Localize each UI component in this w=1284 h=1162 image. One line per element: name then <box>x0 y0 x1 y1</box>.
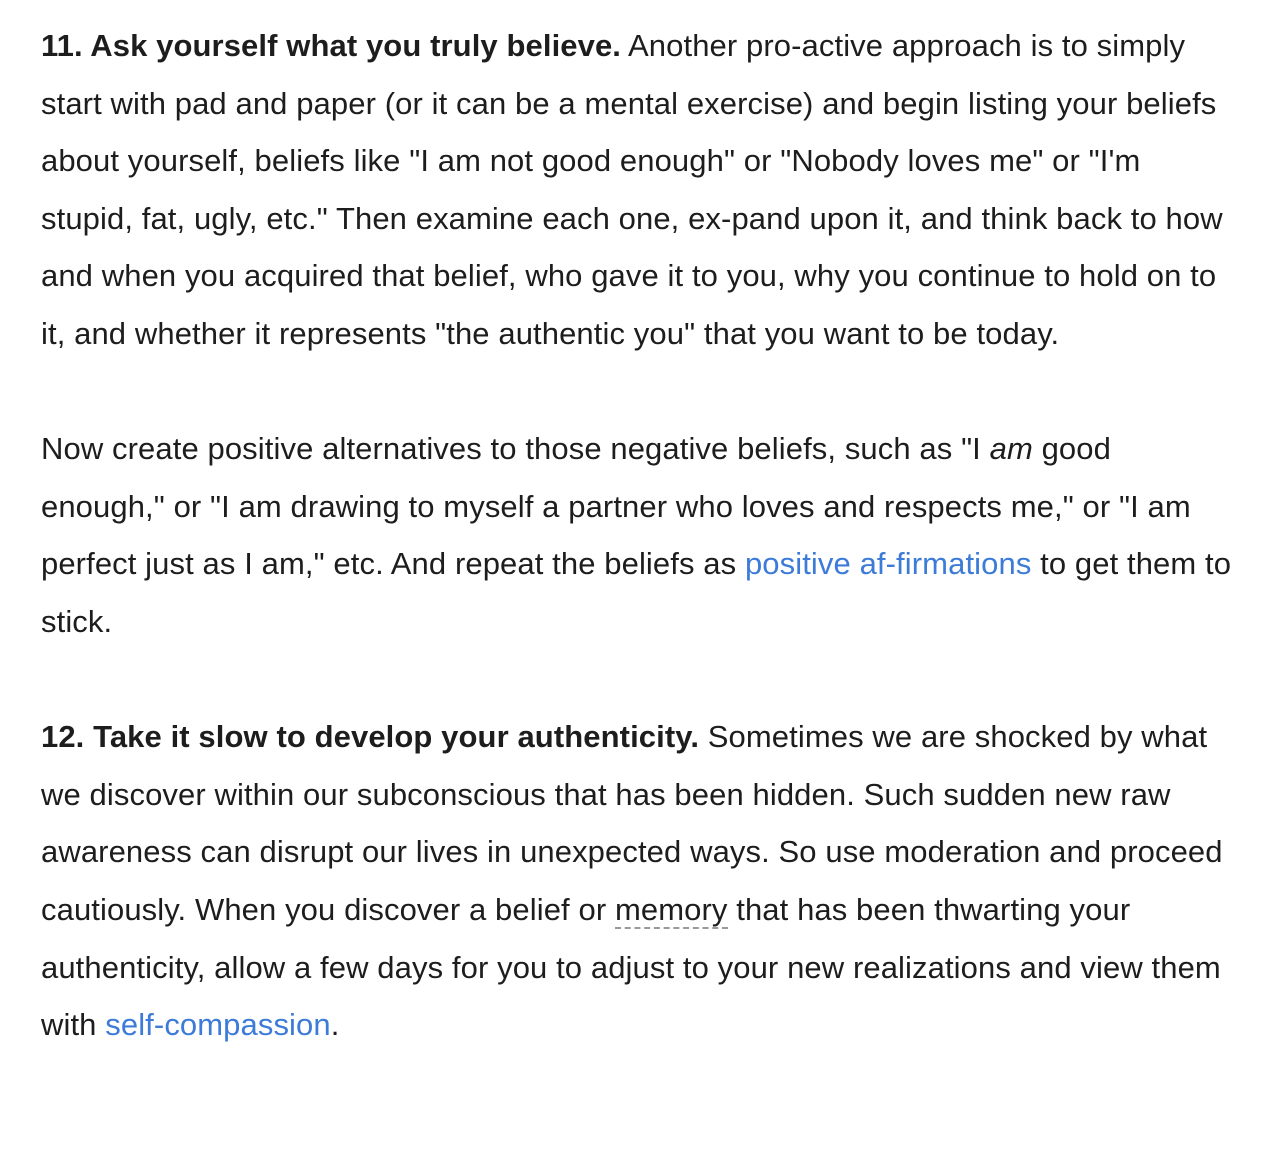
self-compassion-link[interactable]: self-compassion <box>105 1007 331 1043</box>
tip-11-body: Another pro-active approach is to simply start with pad and paper (or it can be a mental exercise) and begin listing your beliefs about yourself, beliefs like "I am not good enough" or "Nobody loves me" or "I'm stupid, fat, ugly, etc." Then examine each one, ex-pand upon it, and think back to how and when you acquired that belief, who gave it to you, why you continue to hold on to it, and whether it represents "the authentic you" that you want to be today. <box>41 28 1223 351</box>
paragraph-tip-11 <box>41 17 1241 363</box>
alternatives-text-3: to get them to stick. <box>41 546 1232 639</box>
memory-glossary-term[interactable]: memory <box>614 891 728 927</box>
tip-11-heading: 11. Ask yourself what you truly believe. <box>41 28 622 63</box>
paragraph-tip-12 <box>41 708 1241 1054</box>
tip-12-heading: 12. Take it slow to develop your authenticity. <box>41 719 700 755</box>
alternatives-text-1: Now create positive alternatives to those negative beliefs, such as "I <box>41 431 990 467</box>
tip-12-text-3: . <box>330 1007 340 1043</box>
alternatives-emphasis: am <box>989 431 1033 467</box>
alternatives-text-2: good enough," or "I am drawing to myself a partner who loves and respects me," or "I am perfect just as I am," etc. And repeat the beliefs as <box>41 431 1191 582</box>
tip-12-text-2: that has been thwarting your authenticity, allow a few days for you to adjust to your new realizations and view them with <box>41 891 1221 1043</box>
article-body <box>41 17 1241 1111</box>
paragraph-positive-alternatives <box>41 420 1241 650</box>
positive-affirmations-link[interactable]: positive af-firmations <box>744 546 1032 582</box>
tip-12-text-1: Sometimes we are shocked by what we discover within our subconscious that has been hidden. Such sudden new raw awareness can disrupt our lives in unexpected ways. So use moderation and proceed cautiously. When you discover a belief or <box>41 719 1223 927</box>
